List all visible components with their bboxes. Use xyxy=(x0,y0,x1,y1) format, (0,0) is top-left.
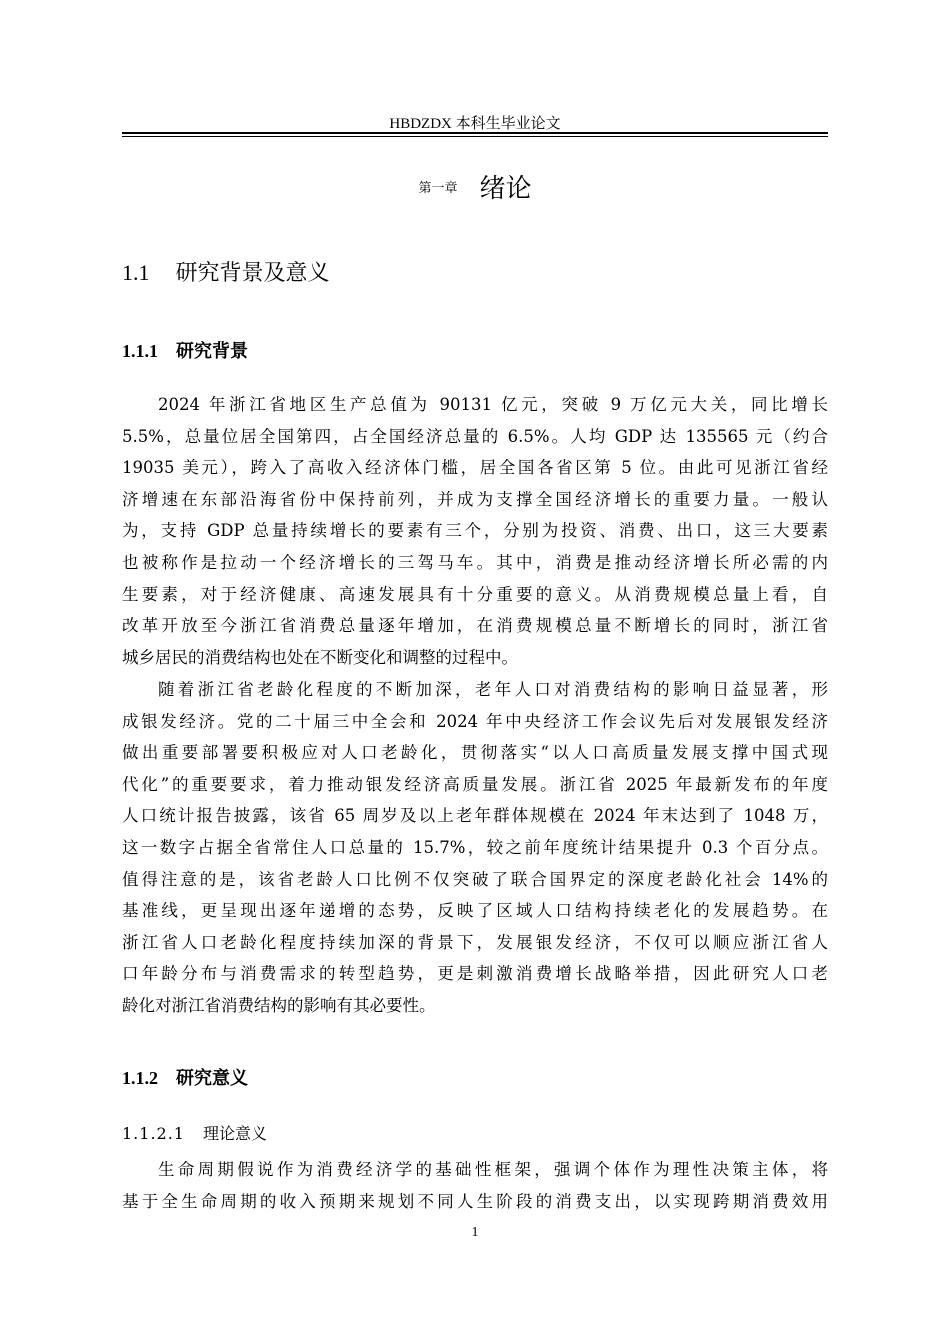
paragraph-theoretical-significance xyxy=(122,1154,828,1217)
text-line: 2024 年浙江省地区生产总值为 90131 亿元，突破 9 万亿元大关，同比增长 xyxy=(158,395,828,414)
subsection-heading-1-1-2 xyxy=(122,1064,248,1090)
section-number: 1.1 xyxy=(122,260,150,285)
header-double-rule xyxy=(122,132,828,137)
text-line: 生要素，对于经济健康、高速发展具有十分重要的意义。从消费规模总量上看，自 xyxy=(122,584,828,604)
text-line: 做出重要部署要积极应对人口老龄化，贯彻落实“以人口高质量发展支撑中国式现 xyxy=(122,743,828,763)
section-heading-1-1 xyxy=(122,256,330,287)
text-line: 值得注意的是，该省老龄人口比例不仅突破了联合国界定的深度老龄化社会 14%的 xyxy=(122,869,828,889)
text-line: 代化”的重要要求，着力推动银发经济高质量发展。浙江省 2025 年最新发布的年度 xyxy=(122,774,828,794)
subsection-title: 研究背景 xyxy=(176,341,248,362)
text-line: 为，支持 GDP 总量持续增长的要素有三个，分别为投资、消费、出口，这三大要素 xyxy=(122,521,828,541)
text-line: 随着浙江省老龄化程度的不断加深，老年人口对消费结构的影响日益显著，形 xyxy=(158,680,828,699)
subsection-title: 研究意义 xyxy=(176,1068,248,1089)
text-line: 基于全生命周期的收入预期来规划不同人生阶段的消费支出，以实现跨期消费效用 xyxy=(122,1191,828,1211)
paragraph-background-2 xyxy=(122,674,828,1022)
text-line: 济增速在东部沿海省份中保持前列，并成为支撑全国经济增长的重要力量。一般认 xyxy=(122,489,828,509)
paragraph-background-1 xyxy=(122,389,828,673)
text-line: 龄化对浙江省消费结构的影响有其必要性。 xyxy=(122,995,436,1015)
text-line: 基准线，更呈现出逐年递增的态势，反映了区域人口结构持续老化的发展趋势。在 xyxy=(122,901,828,921)
section-title: 研究背景及意义 xyxy=(175,261,330,286)
text-line: 城乡居民的消费结构也处在不断变化和调整的过程中。 xyxy=(122,647,518,667)
page-number: 1 xyxy=(471,1225,479,1240)
subsection-number: 1.1.2 xyxy=(122,1068,158,1088)
chapter-heading xyxy=(122,168,828,205)
text-line: 这一数字占据全省常住人口总量的 15.7%，较之前年度统计结果提升 0.3 个百分点。 xyxy=(122,837,828,857)
text-line: 改革开放至今浙江省消费总量逐年增加，在消费规模总量不断增长的同时，浙江省 xyxy=(122,616,828,636)
running-header: HBDZDX 本科生毕业论文 xyxy=(389,116,561,132)
text-line: 人口统计报告披露，该省 65 周岁及以上老年群体规模在 2024 年末达到了 1048 万， xyxy=(122,806,828,826)
text-line: 19035 美元），跨入了高收入经济体门槛，居全国各省区第 5 位。由此可见浙江省经 xyxy=(122,458,828,478)
subsubsection-number: 1.1.2.1 xyxy=(122,1124,185,1143)
chapter-title: 绪论 xyxy=(479,174,532,204)
text-line: 成银发经济。党的二十届三中全会和 2024 年中央经济工作会议先后对发展银发经济 xyxy=(122,711,828,731)
subsection-number: 1.1.1 xyxy=(122,341,158,361)
chapter-number: 第一章 xyxy=(418,181,458,196)
subsubsection-heading-1-1-2-1 xyxy=(122,1121,267,1144)
text-line: 也被称作是拉动一个经济增长的三驾马车。其中，消费是推动经济增长所必需的内 xyxy=(122,552,828,572)
text-line: 浙江省人口老龄化程度持续加深的背景下，发展银发经济，不仅可以顺应浙江省人 xyxy=(122,932,828,952)
text-line: 5.5%，总量位居全国第四，占全国经济总量的 6.5%。人均 GDP 达 135565 元（约合 xyxy=(122,426,828,446)
subsubsection-title: 理论意义 xyxy=(202,1124,267,1143)
text-line: 生命周期假说作为消费经济学的基础性框架，强调个体作为理性决策主体，将 xyxy=(158,1160,828,1179)
text-line: 口年龄分布与消费需求的转型趋势，更是刺激消费增长战略举措，因此研究人口老 xyxy=(122,964,828,984)
subsection-heading-1-1-1 xyxy=(122,337,248,363)
